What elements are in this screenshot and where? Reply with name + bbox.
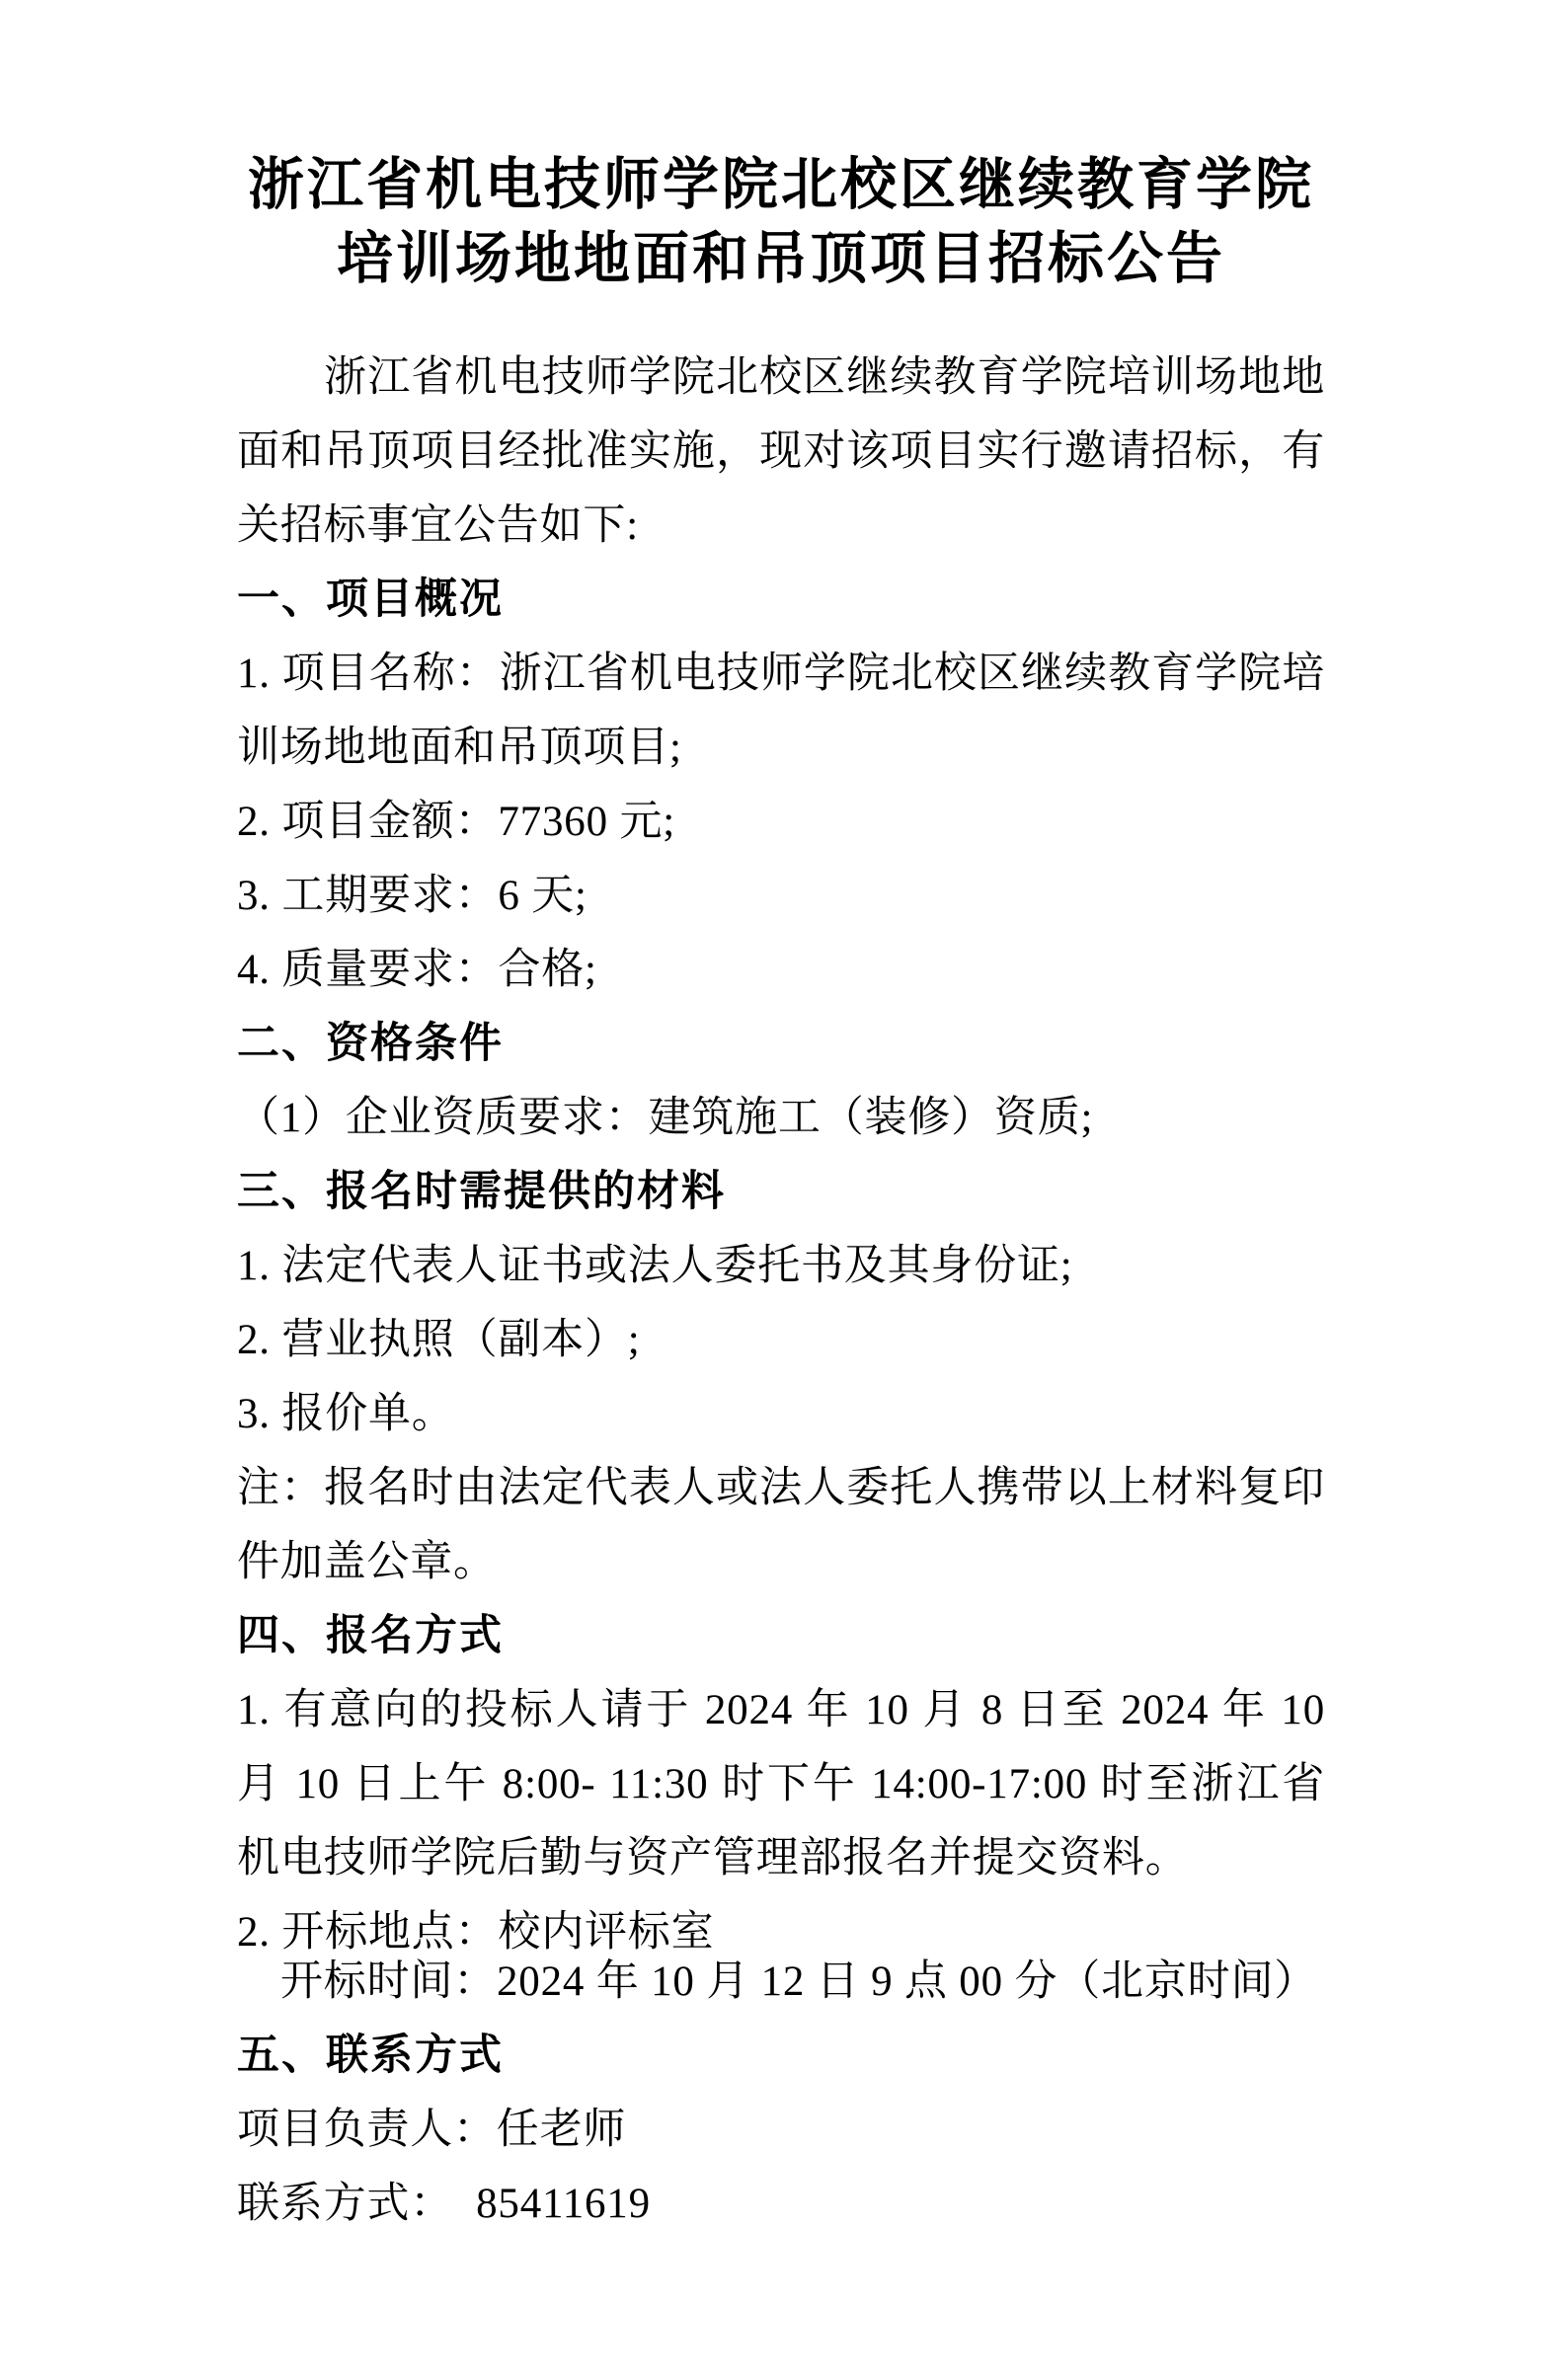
paragraph: 开标时间：2024 年 10 月 12 日 9 点 00 分（北京时间） xyxy=(280,1958,1318,2005)
paragraph: 3. 工期要求：6 天; xyxy=(237,873,588,919)
section-heading: 一、项目概况 xyxy=(237,576,504,623)
paragraph: 1. 项目名称：浙江省机电技师学院北校区继续教育学院培训场地地面和吊顶项目; xyxy=(237,651,1325,771)
paragraph: 浙江省机电技师学院北校区继续教育学院培训场地地面和吊顶项目经批准实施，现对该项目实行邀请招标，有关招标事宜公告如下: xyxy=(237,354,1325,549)
paragraph: 1. 有意向的投标人请于 2024 年 10 月 8 日至 2024 年 10 月 10 日上午 8:00- 11:30 时下午 14:00-17:00 时至浙江省机电技师学院后勤与资产管理部报名并提交资料。 xyxy=(237,1687,1337,1881)
document-title-line-1: 浙江省机电技师学院北校区继续教育学院 xyxy=(248,154,1314,216)
paragraph: 2. 营业执照（副本）; xyxy=(237,1317,641,1363)
section-heading: 五、联系方式 xyxy=(237,2033,504,2079)
document-title-line-2: 培训场地地面和吊顶项目招标公告 xyxy=(337,228,1225,290)
paragraph: 4. 质量要求：合格; xyxy=(237,947,597,993)
paragraph: 联系方式： 85411619 xyxy=(237,2181,651,2227)
paragraph: 注：报名时由法定代表人或法人委托人携带以上材料复印件加盖公章。 xyxy=(237,1465,1325,1585)
document-body xyxy=(237,341,1337,2241)
paragraph: 2. 项目金额：77360 元; xyxy=(237,799,675,845)
section-heading: 二、资格条件 xyxy=(237,1021,504,1067)
paragraph: 3. 报价单。 xyxy=(237,1391,455,1437)
paragraph: 项目负责人：任老师 xyxy=(237,2107,627,2153)
document-title xyxy=(237,148,1325,296)
paragraph: 2. 开标地点：校内评标室 xyxy=(237,1909,715,1956)
paragraph: （1）企业资质要求：建筑施工（装修）资质; xyxy=(237,1095,1094,1141)
section-heading: 四、报名方式 xyxy=(237,1613,504,1659)
section-heading: 三、报名时需提供的材料 xyxy=(237,1169,726,1215)
paragraph: 1. 法定代表人证书或法人委托书及其身份证; xyxy=(237,1243,1073,1289)
